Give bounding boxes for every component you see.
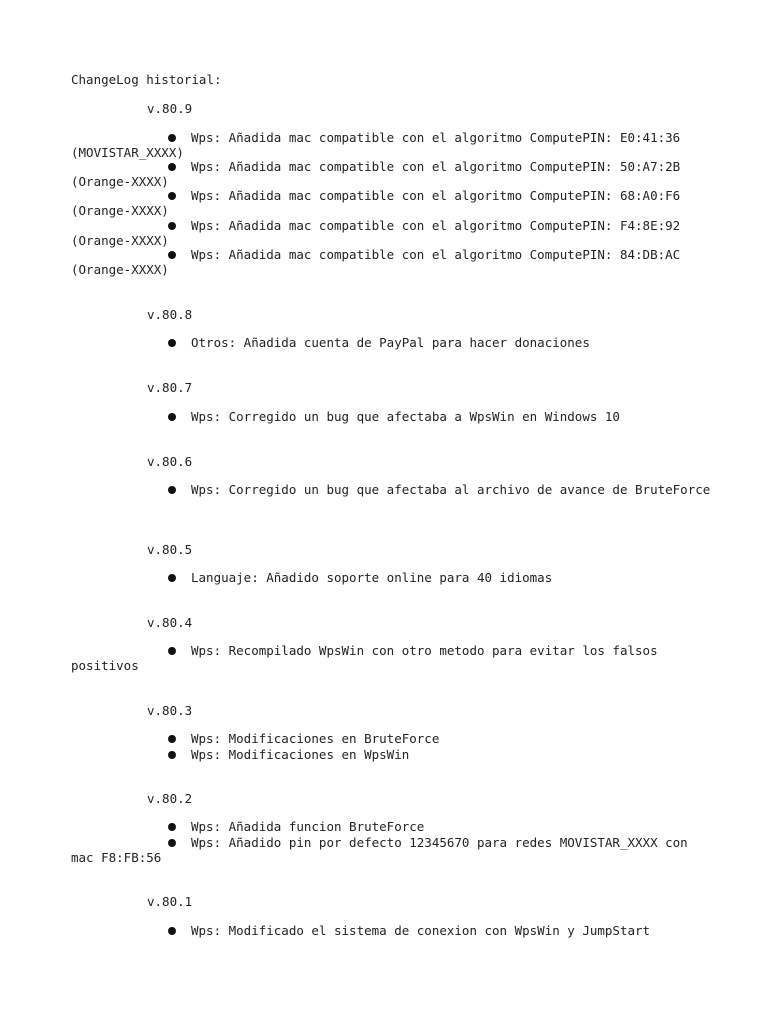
changelog-entry: Wps: Añadida funcion BruteForce [191, 819, 425, 834]
changelog-entry: Wps: Añadida mac compatible con el algoritmo ComputePIN: 84:DB:AC (Orange-XXXX) [71, 247, 681, 277]
changelog-entry: Wps: Modificado el sistema de conexion con WpsWin y JumpStart [191, 923, 651, 938]
version-heading: v.80.1 [147, 894, 193, 909]
changelog-entry: Otros: Añadida cuenta de PayPal para hacer donaciones [191, 335, 590, 350]
version-heading: v.80.5 [147, 542, 193, 557]
version-heading: v.80.6 [147, 454, 193, 469]
changelog-entry: Wps: Corregido un bug que afectaba a WpsWin en Windows 10 [191, 409, 620, 424]
version-heading: v.80.2 [147, 791, 193, 806]
changelog-entry: Wps: Añadida mac compatible con el algoritmo ComputePIN: 50:A7:2B (Orange-XXXX) [71, 159, 681, 189]
version-heading: v.80.7 [147, 380, 193, 395]
changelog-entry: Languaje: Añadido soporte online para 40 idiomas [191, 570, 553, 585]
changelog-entry: Wps: Recompilado WpsWin con otro metodo para evitar los falsos positivos [71, 643, 658, 673]
changelog-entry: Wps: Modificaciones en BruteForce [191, 731, 440, 746]
changelog-entry: Wps: Corregido un bug que afectaba al archivo de avance de BruteForce [191, 482, 711, 497]
changelog-entry: Wps: Añadida mac compatible con el algoritmo ComputePIN: 68:A0:F6 (Orange-XXXX) [71, 188, 681, 218]
changelog-entry: Wps: Añadido pin por defecto 12345670 para redes MOVISTAR_XXXX con mac F8:FB:56 [71, 835, 688, 865]
version-heading: v.80.9 [147, 101, 193, 116]
changelog-entry: Wps: Añadida mac compatible con el algoritmo ComputePIN: E0:41:36 (MOVISTAR_XXXX) [71, 130, 681, 160]
changelog-entry: Wps: Añadida mac compatible con el algoritmo ComputePIN: F4:8E:92 (Orange-XXXX) [71, 218, 681, 248]
version-heading: v.80.4 [147, 615, 193, 630]
changelog-title: ChangeLog historial: [71, 72, 222, 87]
version-heading: v.80.8 [147, 307, 193, 322]
version-heading: v.80.3 [147, 703, 193, 718]
changelog-entry: Wps: Modificaciones en WpsWin [191, 747, 410, 762]
